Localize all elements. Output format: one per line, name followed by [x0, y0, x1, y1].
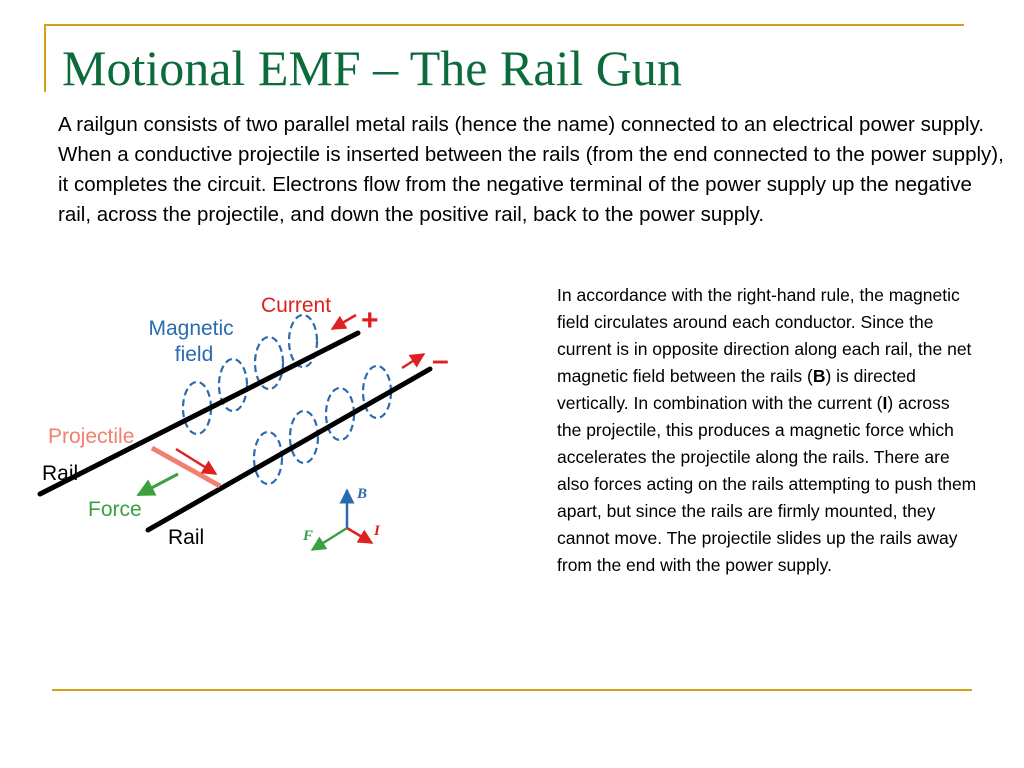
- force-arrow: [138, 474, 178, 495]
- frame-top-line: [44, 24, 964, 26]
- frame-bottom-line: [52, 689, 972, 691]
- rail-top-label: Rail: [42, 462, 79, 485]
- current-arrow-bottom-rail: [402, 354, 424, 368]
- rail-bottom: [148, 369, 430, 530]
- frame-left-line: [44, 24, 46, 92]
- explanation-part-3: ) across the projectile, this produces a magnetic force which accelerates the projectile along the rails. There are also forces acting on the rails attempting to push them apart, but since the rails are firmly mounted, they cannot move. The projectile slides up the rails away from the end with the power supply.: [557, 393, 977, 575]
- explanation-part-1: In accordance with the right-hand rule, the magnetic field circulates around each conductor. Since the current is in opposite direction along each rail, the net magnetic field between the rails (: [557, 285, 972, 386]
- field-loops-bottom-rail: [254, 366, 391, 484]
- current-label: Current: [261, 294, 332, 317]
- intro-paragraph: A railgun consists of two parallel metal rails (hence the name) connected to an electrical power supply. When a conductive projectile is inserted between the rails (from the end connected to the power supply), it completes the circuit. Electrons flow from the negative terminal of the power supply up the negative rail, across the projectile, and down the positive rail, back to the power supply.: [58, 113, 1004, 226]
- explanation-paragraph: [557, 282, 977, 579]
- railgun-diagram: [0, 270, 540, 570]
- magnetic-field-label: [148, 317, 239, 366]
- projectile-label: Projectile: [48, 425, 135, 448]
- axis-f-label: F: [303, 528, 314, 544]
- force-label: Force: [88, 498, 142, 521]
- axis-b-label: B: [357, 486, 368, 502]
- axis-i-label: I: [374, 523, 380, 539]
- slide-title: Motional EMF – The Rail Gun: [62, 40, 682, 96]
- axis-i-arrow: [347, 528, 372, 543]
- minus-terminal-label: –: [432, 344, 449, 377]
- b-symbol: B: [812, 366, 826, 386]
- magnetic-field-label-line1: Magnetic: [148, 317, 234, 340]
- i-symbol: I: [882, 393, 888, 413]
- magnetic-field-label-line2: field: [174, 343, 214, 366]
- rail-bottom-label: Rail: [168, 526, 205, 549]
- axis-f-arrow: [312, 528, 347, 550]
- explanation-part-2: ) is directed vertically. In combination with the current (: [557, 366, 916, 413]
- current-arrow-top-rail: [332, 315, 356, 329]
- projectile-bar: [152, 448, 220, 486]
- plus-terminal-label: +: [361, 304, 379, 337]
